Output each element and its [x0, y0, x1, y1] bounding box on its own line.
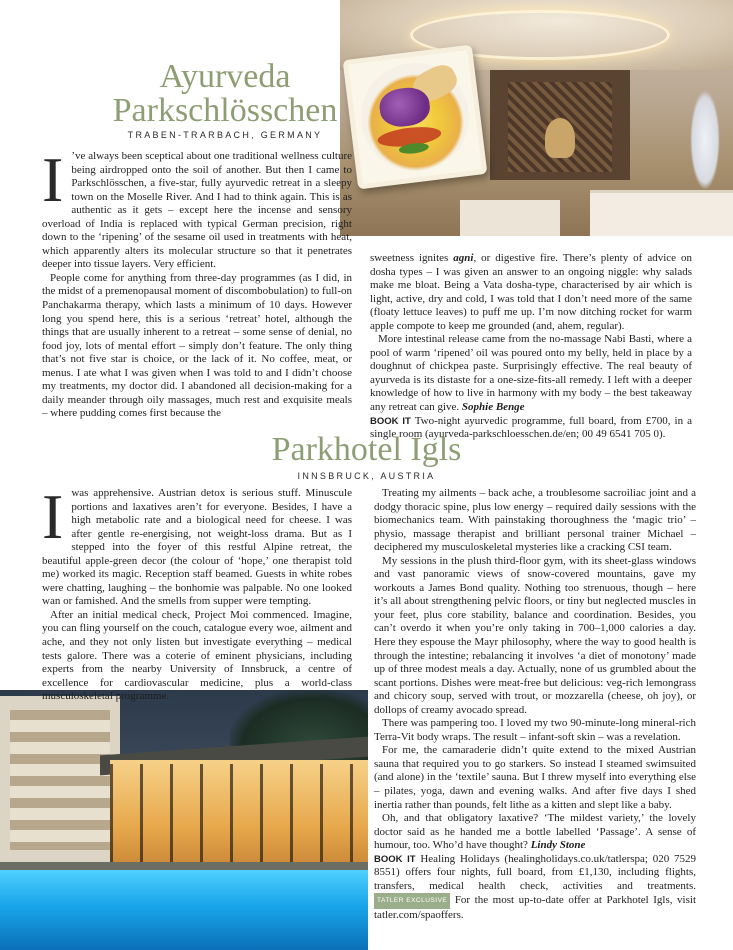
- paragraph: Treating my ailments – back ache, a troublesome sacroiliac joint and a dodgy thoracic spine, plus low energy – required daily sessions with the biomechanics team. With painstaking thoroughness the ‘magic trio’ – physio, massage therapist and brilliant personal trainer Michael – deciphered my musculoskeletal mysteries like a cracking CSI team.: [374, 487, 696, 554]
- drop-cap: I: [42, 144, 64, 215]
- section1-location: TRABEN-TRARBACH, GERMANY: [127, 130, 323, 140]
- section1-left-column: [42, 144, 352, 421]
- byline: Lindy Stone: [530, 839, 586, 852]
- byline: Sophie Benge: [461, 401, 525, 414]
- hotel-windows: [10, 710, 110, 850]
- section2-title: Parkhotel Igls: [271, 431, 462, 468]
- buddha-statue: [545, 118, 575, 158]
- section1-title-line2: Parkschlösschen: [112, 92, 338, 129]
- book-it-label: BOOK IT: [374, 853, 416, 865]
- daybed: [460, 200, 560, 236]
- daybed: [590, 190, 733, 236]
- hotel-pool-photo: [0, 690, 368, 950]
- book-it-label: BOOK IT: [370, 415, 411, 427]
- paragraph: There was pampering too. I loved my two 90-minute-long mineral-rich Terra-Vit body wraps. The result – infant-soft skin – was a revelation.: [374, 717, 696, 743]
- tatler-exclusive-badge: TATLER EXCLUSIVE: [374, 893, 450, 909]
- paragraph: For me, the camaraderie didn’t quite extend to the mixed Austrian sauna that required you to go starkers. So instead I steamed swimsuited (and alone) in the ‘textile’ sauna. But I threw myself into everything else – pilates, yoga, dawn and evening walks. And after five days I shed inertia rather than pounds, felt lithe as a kitten and slept like a baby.: [374, 744, 696, 811]
- exclusive-offer-text: For the most up-to-date offer at Parkhotel Igls, visit tatler.com/spaoffers.: [374, 894, 696, 921]
- paragraph: After an initial medical check, Project Moi commenced. Imagine, you can fling yourself on the couch, catalogue every woe, ailment and ache, and they not only listen but investigate everything – medical tests galore. There was a coterie of eminent physicians, including experts from the nearby University of Innsbruck, a centre of excellence for cardiovascular medicine, plus a world-class musculoskeletal programme.: [42, 608, 352, 703]
- drop-cap: I: [42, 481, 64, 552]
- section1-right-column: [370, 252, 692, 442]
- paragraph: [374, 812, 696, 853]
- paragraph: was apprehensive. Austrian detox is serious stuff. Minuscule portions and laxatives aren’t for everyone. Besides, I have a high metabolic rate and a biological need for cheese. I was after gentle re-energising, not weight-loss drama. But as I stepped into the foyer of this restful Alpine retreat, the beautiful apple-green decor (the colour of ‘hope,’ one therapist told me) worked its magic. Reception staff beamed. Guests in white robes were chatting, laughing – the bonhomie was palpable. No one looked wan or famished. And the smells from supper were tempting.: [42, 487, 352, 608]
- paragraph: My sessions in the plush third-floor gym, with its sheet-glass windows and vast panoramic views of snow-covered mountains, gave my workouts a James Bond quality. Nothing too strenuous, though – here it’s all about strengthening pelvic floors, or tiny but neglected muscles in your feet, plus core stability, balance and coordination. Besides, you can’t overdo it when you’re only taking in 700–1,000 calories a day. Here they espouse the Mayr philosophy, where the way to good health is through the intestine; rebalancing it involves ‘a diet of monotony’ made up of three modest meals a day. Actually, none of us grumbled about the scant portions. Dishes were meat-free but delicious: veg-rich lemongrass and chicory soup, served with trout, or mozzarella (cheese, oh joy), or dollops of creamy avocado spread.: [374, 554, 696, 716]
- section2-left-column: [42, 481, 352, 704]
- italic-term: agni: [453, 252, 474, 264]
- window-mullions: [110, 764, 368, 870]
- paragraph: ’ve always been sceptical about one traditional wellness culture being airdropped onto the soil of another. But then I came to Parkschlösschen, a five-star, fully ayurvedic retreat in a sleepy town on the Moselle River. And I had to think again. This is as authentic as it gets – except here the incense and sensory overload of India is replaced with typical German precision, right down to the ‘ripening’ of the sesame oil used in treatments with heat, which apparently alters its molecular structure so that it penetrates deeper into tissue layers. Very efficient.: [42, 150, 352, 271]
- book-it-info: [374, 853, 696, 923]
- section2-location: INNSBRUCK, AUSTRIA: [297, 471, 436, 481]
- text-run: More intestinal release came from the no-massage Nabi Basti, where a pool of warm ‘ripened’ oil was poured onto my belly, held in place by a doughnut of chickpea paste. Surprisingly effective. The real beauty of ayurveda is its distaste for a one-size-fits-all remedy. I left with a deeper knowledge of how to live in harmony with my body – the best takeaway any retreat can give.: [370, 333, 692, 414]
- swimming-pool: [0, 870, 368, 950]
- paragraph: [370, 252, 692, 333]
- section2-right-column: [374, 487, 696, 923]
- text-run: , or digestive fire. There’s plenty of advice on dosha types – I was given an answer to an ongoing niggle: why salads make me bloat. Being a Vata dosha-type, characterised by air which is light, active, dry and cold, I was told that I don’t need more of the same (floaty lettuce leaves) to puff me up. I’m now ditching rocket for warm apple compote to keep me grounded (and, ahem, regular).: [370, 252, 692, 332]
- book-it-text: Two-night ayurvedic programme, full board, from £700, in a single room (ayurveda-parkschloesschen.de/en; 00 49 6541 705 0).: [370, 414, 692, 441]
- book-it-text: Healing Holidays (healingholidays.co.uk/tatlerspa; 020 7529 8551) offers four nights, full board, from £1,130, including flights, transfers, medical health check, activities and treatments.: [374, 852, 696, 892]
- text-run: sweetness ignites: [370, 252, 454, 264]
- paragraph: [370, 333, 692, 414]
- orchid-plant: [690, 90, 720, 190]
- paragraph: People come for anything from three-day programmes (as I did, in the midst of a premenopausal moment of discombobulation) to full-on Panchakarma therapy, which lasts a minimum of 10 days. However long you spend here, this is a serious ‘retreat’ hotel, although the things that are usually inherent to a retreat – some sense of denial, no food joy, lots of mental effort – simply don’t feature. The only thing that’s not five star is choice, or the lack of it. No coffee, meat, or menus. I ate what I was given when I was told to and I didn’t choose my treatments, my doctor did. I abandoned all decision-making for a daily meander through oily massages, much rest and exquisite meals – where pudding comes first because the: [42, 271, 352, 420]
- section1-title-line1: Ayurveda: [159, 58, 291, 95]
- text-run: Oh, and that obligatory laxative? ‘The mildest variety,’ the lovely doctor said as he handed me a bottle labelled ‘Passage’. A sense of humour, too. Who’d have thought?: [374, 812, 696, 852]
